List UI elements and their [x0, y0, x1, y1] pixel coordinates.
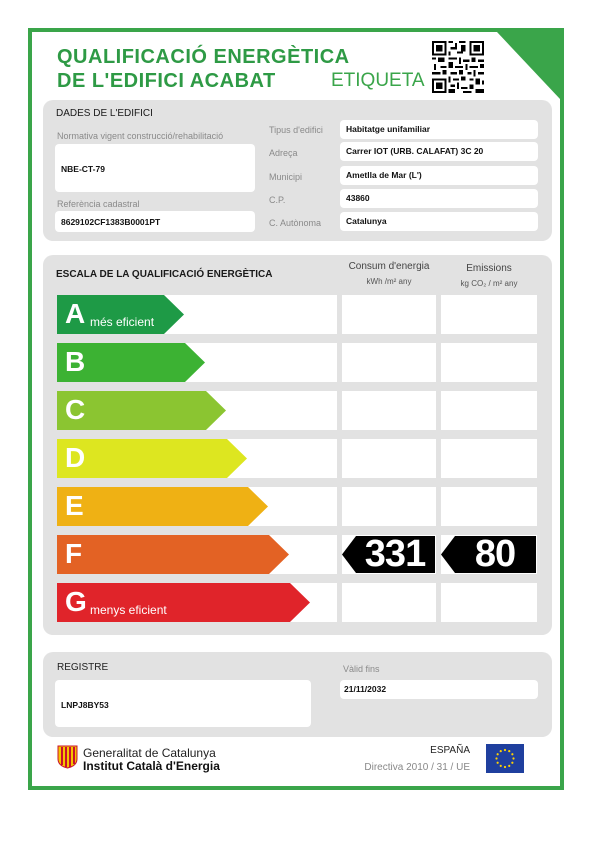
class-bar-d [57, 439, 247, 478]
consum-cell-b [342, 343, 436, 382]
consum-cell-f [342, 535, 436, 574]
field-label-cp: C.P. [269, 195, 286, 205]
field-value-autonoma: Catalunya [346, 216, 387, 226]
class-bar-a [57, 295, 184, 334]
title-line2: DE L'EDIFICI ACABAT [57, 70, 276, 92]
emissions-cell-a [441, 295, 537, 334]
field-adreca [340, 142, 538, 161]
emissions-cell-e [441, 487, 537, 526]
consum-column-title: Consum d'energia [348, 261, 430, 272]
consum-cell-d [342, 439, 436, 478]
eu-star-icon [508, 750, 510, 752]
title-line1: QUALIFICACIÓ ENERGÈTICA [57, 46, 350, 68]
org-line2: Institut Català d'Energia [83, 759, 220, 773]
class-letter-a: A [65, 298, 86, 329]
emissions-column-unit: kg CO₂ / m² any [460, 279, 518, 288]
eu-star-icon [511, 762, 513, 764]
class-bar-c [57, 391, 226, 430]
field-label-autonoma: C. Autònoma [269, 218, 322, 228]
eu-star-icon [512, 757, 514, 759]
field-value-adreca: Carrer IOT (URB. CALAFAT) 3C 20 [346, 146, 484, 156]
class-letter-c: C [65, 394, 86, 425]
generalitat-logo-icon [57, 745, 78, 769]
valid-label: Vàlid fins [343, 664, 380, 674]
eu-star-icon [504, 749, 506, 751]
class-letter-b: B [65, 346, 86, 377]
field-label-tipus: Tipus d'edifici [269, 125, 323, 135]
class-letter-f: F [65, 538, 83, 569]
eu-star-icon [495, 757, 497, 759]
normativa-label: Normativa vigent construcció/rehabilitació [57, 131, 224, 141]
eu-flag-icon [486, 744, 524, 773]
scale-section-title: ESCALA DE LA QUALIFICACIÓ ENERGÈTICA [56, 269, 273, 280]
field-tipus [340, 120, 538, 139]
eu-star-icon [500, 750, 502, 752]
field-label-municipi: Municipi [269, 172, 303, 182]
normativa-field [55, 144, 255, 192]
class-letter-d: D [65, 442, 86, 473]
consum-cell-c [342, 391, 436, 430]
consum-cell-g [342, 583, 436, 622]
valid-field [340, 680, 538, 699]
directive-label: Directiva 2010 / 31 / UE [364, 762, 470, 773]
country-label: ESPAÑA [430, 745, 470, 756]
qr-code-icon [432, 41, 484, 93]
consum-cell-e [342, 487, 436, 526]
emissions-cell-g [441, 583, 537, 622]
field-value-tipus: Habitatge unifamiliar [346, 124, 431, 134]
corner-triangle [497, 32, 560, 99]
class-sub-g: menys eficient [90, 603, 167, 617]
registre-value: LNPJ8BY53 [61, 700, 109, 710]
emissions-cell-f [441, 535, 537, 574]
class-bar-f [57, 535, 289, 574]
field-autonoma [340, 212, 538, 231]
org-line1: Generalitat de Catalunya [83, 746, 216, 760]
class-letter-e: E [65, 490, 84, 521]
class-bar-g [57, 583, 310, 622]
referencia-value: 8629102CF1383B0001PT [61, 217, 161, 227]
referencia-field [55, 211, 255, 232]
normativa-value: NBE-CT-79 [61, 164, 105, 174]
class-bar-e [57, 487, 268, 526]
eu-star-icon [500, 765, 502, 767]
etiqueta-label: ETIQUETA [331, 70, 425, 91]
registre-label: REGISTRE [57, 662, 109, 673]
field-cp [340, 189, 538, 208]
class-sub-a: més eficient [90, 315, 155, 329]
field-municipi [340, 166, 538, 185]
eu-star-icon [504, 766, 506, 768]
eu-star-icon [508, 765, 510, 767]
field-value-cp: 43860 [346, 193, 370, 203]
consum-cell-a [342, 295, 436, 334]
eu-star-icon [497, 753, 499, 755]
building-section-title: DADES DE L'EDIFICI [56, 108, 153, 119]
emissions-rating-value: 80 [474, 533, 516, 575]
field-label-adreca: Adreça [269, 148, 298, 158]
eu-star-icon [511, 753, 513, 755]
valid-value: 21/11/2032 [344, 684, 387, 694]
consum-column-unit: kWh /m² any [366, 277, 412, 286]
field-value-municipi: Ametlla de Mar (L') [346, 170, 422, 180]
class-letter-g: G [65, 586, 87, 617]
consum-rating-value: 331 [364, 533, 426, 575]
emissions-column-title: Emissions [466, 263, 512, 274]
eu-star-icon [497, 762, 499, 764]
registre-field [55, 680, 311, 727]
emissions-cell-b [441, 343, 537, 382]
referencia-label: Referència cadastral [57, 199, 140, 209]
emissions-cell-c [441, 391, 537, 430]
class-bar-b [57, 343, 205, 382]
emissions-cell-d [441, 439, 537, 478]
